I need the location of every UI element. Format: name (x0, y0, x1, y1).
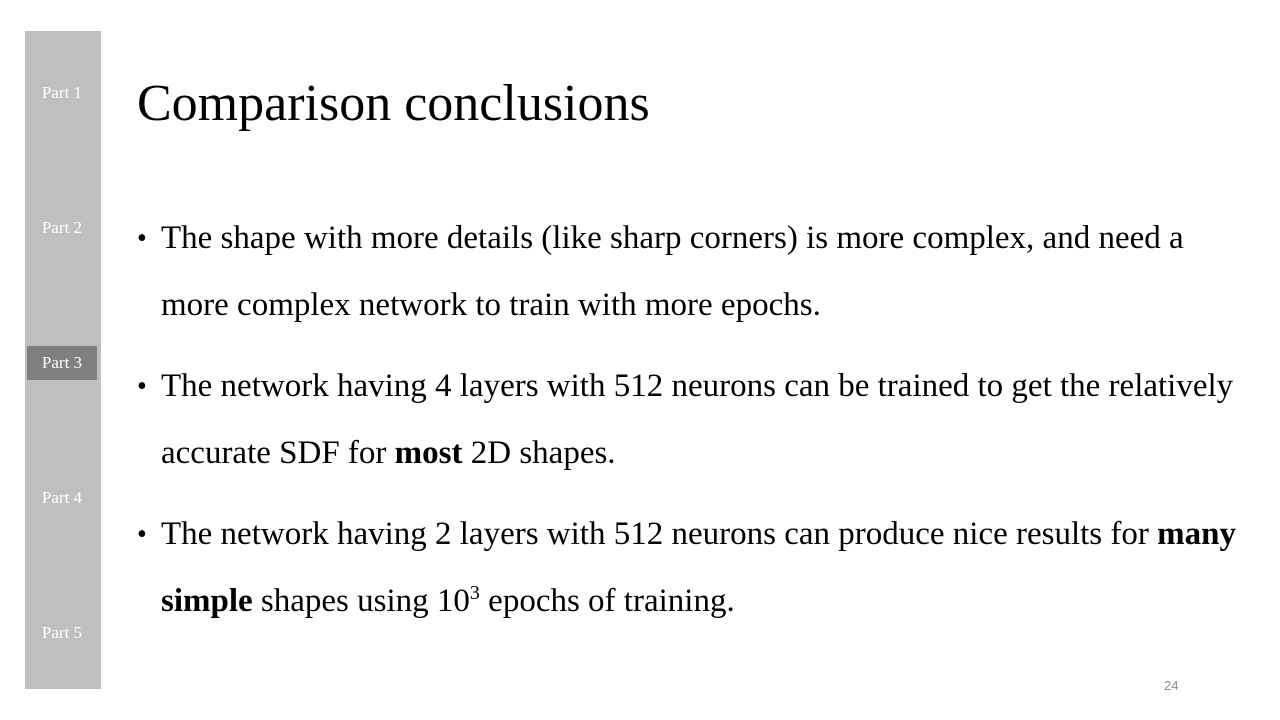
bullet-list (137, 205, 1237, 649)
exponent: 3 (469, 582, 480, 604)
bullet-emphasis: many simple (161, 516, 1236, 619)
sidebar-part-1[interactable]: Part 1 (41, 83, 83, 102)
section-sidebar (25, 31, 101, 689)
bullet-emphasis: most (394, 435, 463, 471)
bullet-dot-icon: • (137, 371, 147, 402)
bullet-item (137, 205, 1237, 339)
bullet-item (137, 501, 1237, 635)
sidebar-part-4[interactable]: Part 4 (41, 488, 83, 507)
bullet-dot-icon: • (137, 223, 147, 254)
page-number: 24 (1164, 678, 1179, 693)
bullet-text: The shape with more details (like sharp corners) is more complex, and need a more complex network to train with more epochs. (161, 220, 1184, 323)
bullet-text: shapes using 10 (252, 583, 470, 619)
bullet-text: 2D shapes. (462, 435, 616, 471)
bullet-dot-icon: • (137, 519, 147, 550)
slide-title: Comparison conclusions (137, 75, 650, 132)
bullet-item (137, 353, 1237, 487)
bullet-text: The network having 2 layers with 512 neurons can produce nice results for (161, 516, 1158, 552)
sidebar-part-3[interactable]: Part 3 (27, 346, 97, 380)
bullet-text: The network having 4 layers with 512 neurons can be trained to get the relatively accurate SDF for (161, 368, 1234, 471)
sidebar-part-2[interactable]: Part 2 (41, 218, 83, 237)
sidebar-part-5[interactable]: Part 5 (41, 623, 83, 642)
bullet-text: epochs of training. (479, 583, 735, 619)
